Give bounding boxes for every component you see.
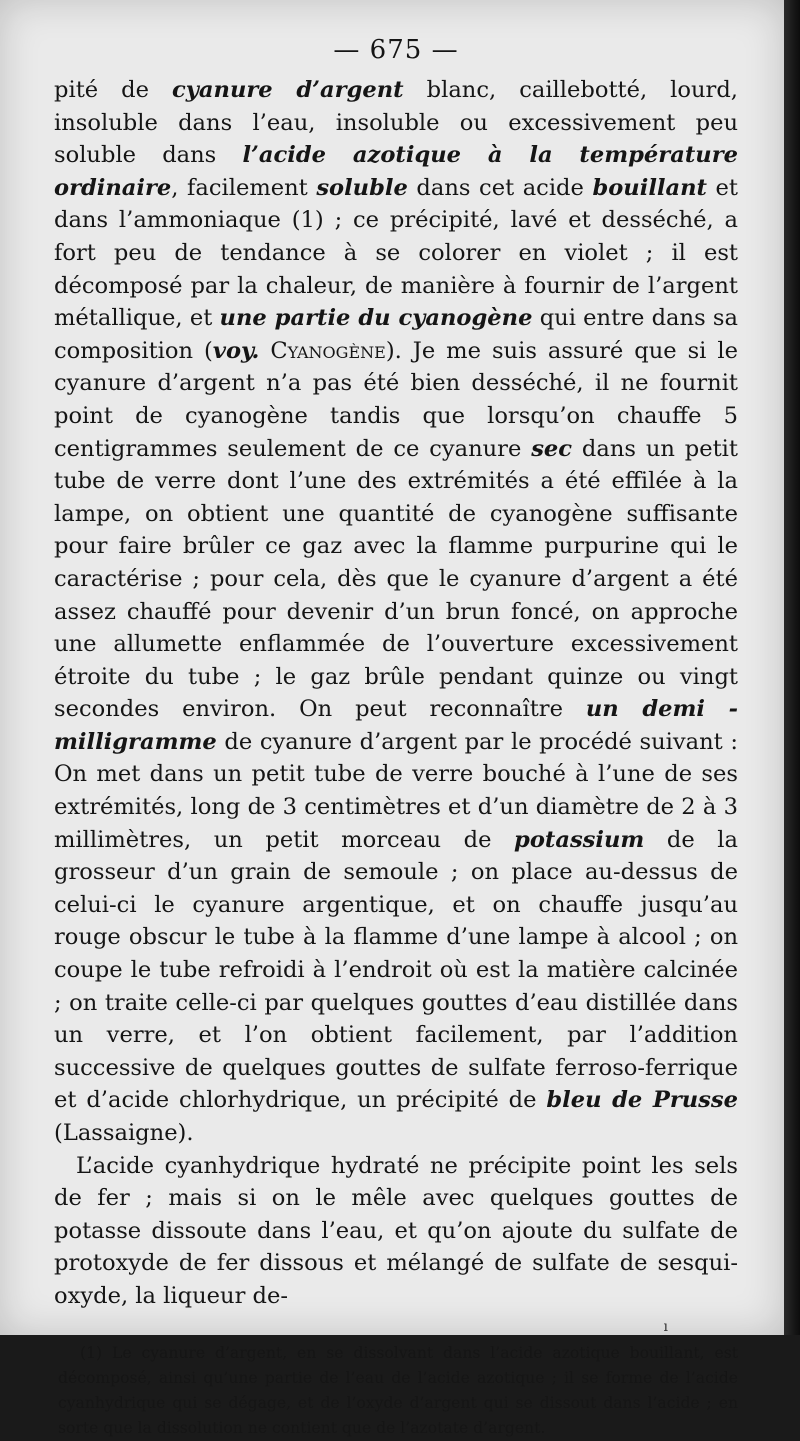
emphasis-cyanogene: une partie du cyanogène: [219, 305, 533, 332]
emphasis-acide-azotique: l’acide azotique à la température ordinaire: [54, 142, 738, 201]
text-run: et dans l’ammoniaque (1) ; ce précipité, lavé et desséché, a fort peu de tendance à se colorer en violet ; il est décomposé par la chaleur, de manière à fournir de l’argent métallique, et: [54, 174, 738, 332]
paragraph-2: L’acide cyanhydrique hydraté ne précipite point les sels de fer ; mais si on le mêle avec quelques gouttes de potasse dissoute dans l’eau, et qu’on ajoute du sulfate de protoxyde de fer dissous et mélangé de sulfate de sesqui-oxyde, la liqueur de-: [54, 1152, 738, 1309]
emphasis-voy: voy.: [212, 337, 260, 364]
emphasis-soluble: soluble: [316, 174, 408, 201]
emphasis-bleu-de-prusse: bleu de Prusse: [546, 1087, 738, 1114]
main-text: [54, 74, 738, 1313]
text-run: dans un petit tube de verre dont l’une des extrémités a été effilée à la lampe, on obtient une quantité de cyanogène suffisante pour faire brûler ce gaz avec la flamme purpurine qui le caractérise ; pour cela, dès que le cyanure d’argent a été assez chauffé pour devenir d’un brun foncé, on approche une allumette enflammée de l’ouverture excessivement étroite du tube ; le gaz brûle pendant quinze ou vingt secondes environ. On peut reconnaître: [54, 435, 738, 723]
separator-mark: ı: [663, 1318, 668, 1335]
emphasis-bouillant: bouillant: [592, 174, 707, 201]
emphasis-cyanure: cyanure d’argent: [172, 77, 404, 103]
text-run: , facilement: [171, 174, 317, 201]
page-number: — 675 —: [333, 35, 459, 65]
footnote: [54, 1341, 738, 1441]
text-run: de cyanure d’argent par le procédé suivant : On met dans un petit tube de verre bouché à l’une de ses extrémités, long de 3 centimètres et d’un diamètre de 2 à 3 millimètres, un petit morceau de: [54, 728, 738, 853]
text-run: de la grosseur d’un grain de semoule ; on place au-dessus de celui-ci le cyanure argentique, et on chauffe jusqu’au rouge obscur le tube à la flamme d’une lampe à alcool ; on coupe le tube refroidi à l’endroit où est la matière calcinée ; on traite celle-ci par quelques gouttes d’eau distillée dans un verre, et l’on obtient facilement, par l’addition successive de quelques gouttes de sulfate ferroso-ferrique et d’acide chlorhydrique, un précipité de: [54, 826, 738, 1114]
footnote-text: (1) Le cyanure d’argent, en se dissolvant dans l’acide azotique bouillant, est décomposé, ainsi qu’une partie de l’eau de l’acide azotique ; il se forme de l’acide cyanhydrique qui se dégage, et de l’oxyde d’argent qui se dissout dans l’acide ; en sorte que la dissolution ne contient que de l’azotate d’argent.: [58, 1343, 738, 1437]
text-run: dans cet acide: [407, 174, 593, 201]
emphasis-sec: sec: [531, 435, 573, 462]
text-run: (Lassaigne).: [54, 1120, 194, 1146]
text-run: blanc, caillebotté, lourd, insoluble dans l’eau, insoluble ou excessivement peu soluble dans: [54, 77, 738, 169]
emphasis-potassium: potassium: [514, 826, 645, 853]
text-run: qui entre dans sa composition (: [54, 305, 738, 364]
emphasis-milligramme: un demi - milligramme: [54, 696, 738, 755]
small-caps-cyanogene: Cyanogène: [259, 337, 386, 364]
text-run: ). Je me suis assuré que si le cyanure d’argent n’a pas été bien desséché, il ne fournit point de cyanogène tandis que lorsqu’on chauffe 5 centigrammes seulement de ce cyanure: [54, 337, 738, 462]
scan-edge: [784, 0, 800, 1335]
text-run: pité de: [54, 77, 173, 103]
paragraph-1: [54, 74, 738, 1150]
